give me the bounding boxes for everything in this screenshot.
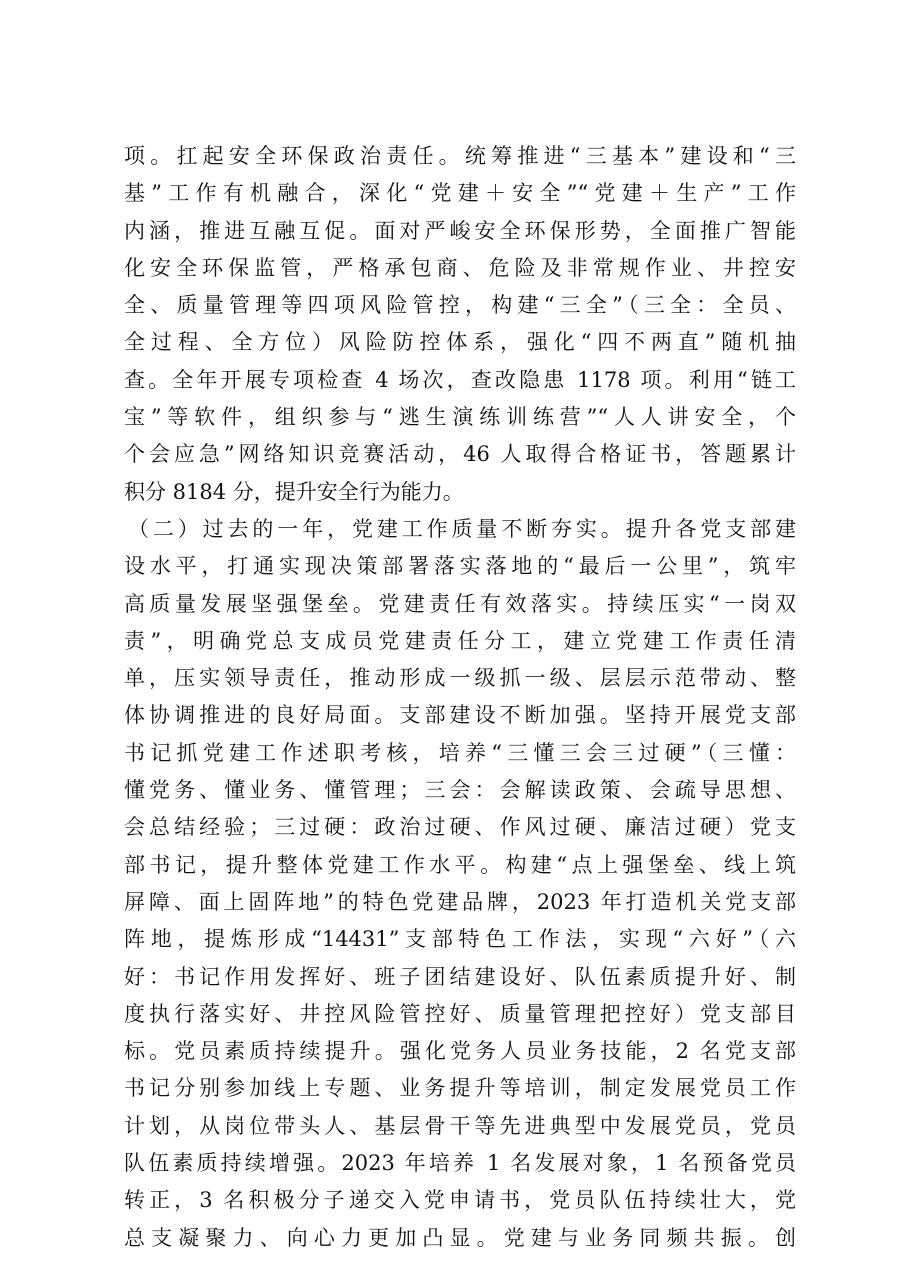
text-line: 会总结经验；三过硬：政治过硬、作风过硬、廉洁过硬）党支 — [124, 815, 796, 840]
text-line: 度执行落实好、井控风险管控好、质量管理把控好）党支部目 — [124, 1001, 796, 1026]
text-line: 全过程、全方位）风险防控体系，强化“四不两直”随机抽 — [124, 330, 796, 355]
text-line: 书记抓党建工作述职考核，培养“三懂三会三过硬”（三懂： — [124, 740, 796, 765]
text-line: 责”，明确党总支成员党建责任分工，建立党建工作责任清 — [124, 628, 796, 653]
text-line: 体协调推进的良好局面。支部建设不断加强。坚持开展党支部 — [124, 703, 796, 728]
text-line: 高质量发展坚强堡垒。党建责任有效落实。持续压实“一岗双 — [124, 591, 796, 616]
text-line: 总支凝聚力、向心力更加凸显。党建与业务同频共振。创 — [124, 1225, 796, 1250]
text-line: 基”工作有机融合，深化“党建＋安全”“党建＋生产”工作 — [124, 181, 796, 206]
body-text — [124, 138, 796, 1257]
section-heading-line: （二）过去的一年，党建工作质量不断夯实。提升各党支部建 — [128, 516, 796, 541]
text-line: 好：书记作用发挥好、班子团结建设好、队伍素质提升好、制 — [124, 964, 796, 989]
text-line: 积分 8184 分，提升安全行为能力。 — [124, 479, 464, 504]
text-line: 懂党务、懂业务、懂管理；三会：会解读政策、会疏导思想、 — [124, 778, 796, 803]
text-line: 单，压实领导责任，推动形成一级抓一级、层层示范带动、整 — [124, 666, 796, 691]
text-line: 转正，3 名积极分子递交入党申请书，党员队伍持续壮大，党 — [124, 1188, 796, 1213]
text-line: 标。党员素质持续提升。强化党务人员业务技能，2 名党支部 — [124, 1039, 796, 1064]
text-line: 个会应急”网络知识竞赛活动，46 人取得合格证书，答题累计 — [124, 442, 796, 467]
text-line: 宝”等软件，组织参与“逃生演练训练营”“人人讲安全，个 — [124, 405, 796, 430]
text-line: 设水平，打通实现决策部署落实落地的“最后一公里”，筑牢 — [124, 554, 796, 579]
text-line: 部书记，提升整体党建工作水平。构建“点上强堡垒、线上筑 — [124, 852, 796, 877]
text-line: 全、质量管理等四项风险管控，构建“三全”（三全：全员、 — [124, 293, 796, 318]
text-line: 屏障、面上固阵地”的特色党建品牌，2023 年打造机关党支部 — [124, 889, 796, 914]
text-line: 书记分别参加线上专题、业务提升等培训，制定发展党员工作 — [124, 1076, 796, 1101]
text-line: 阵地，提炼形成“14431”支部特色工作法，实现“六好”（六 — [124, 927, 796, 952]
text-line: 队伍素质持续增强。2023 年培养 1 名发展对象，1 名预备党员 — [124, 1151, 796, 1176]
text-line: 内涵，推进互融互促。面对严峻安全环保形势，全面推广智能 — [124, 218, 796, 243]
text-line: 化安全环保监管，严格承包商、危险及非常规作业、井控安 — [124, 255, 796, 280]
text-line: 计划，从岗位带头人、基层骨干等先进典型中发展党员，党员 — [124, 1113, 796, 1138]
text-line: 查。全年开展专项检查 4 场次，查改隐患 1178 项。利用“链工 — [124, 367, 796, 392]
text-line: 项。扛起安全环保政治责任。统筹推进“三基本”建设和“三 — [124, 144, 796, 168]
